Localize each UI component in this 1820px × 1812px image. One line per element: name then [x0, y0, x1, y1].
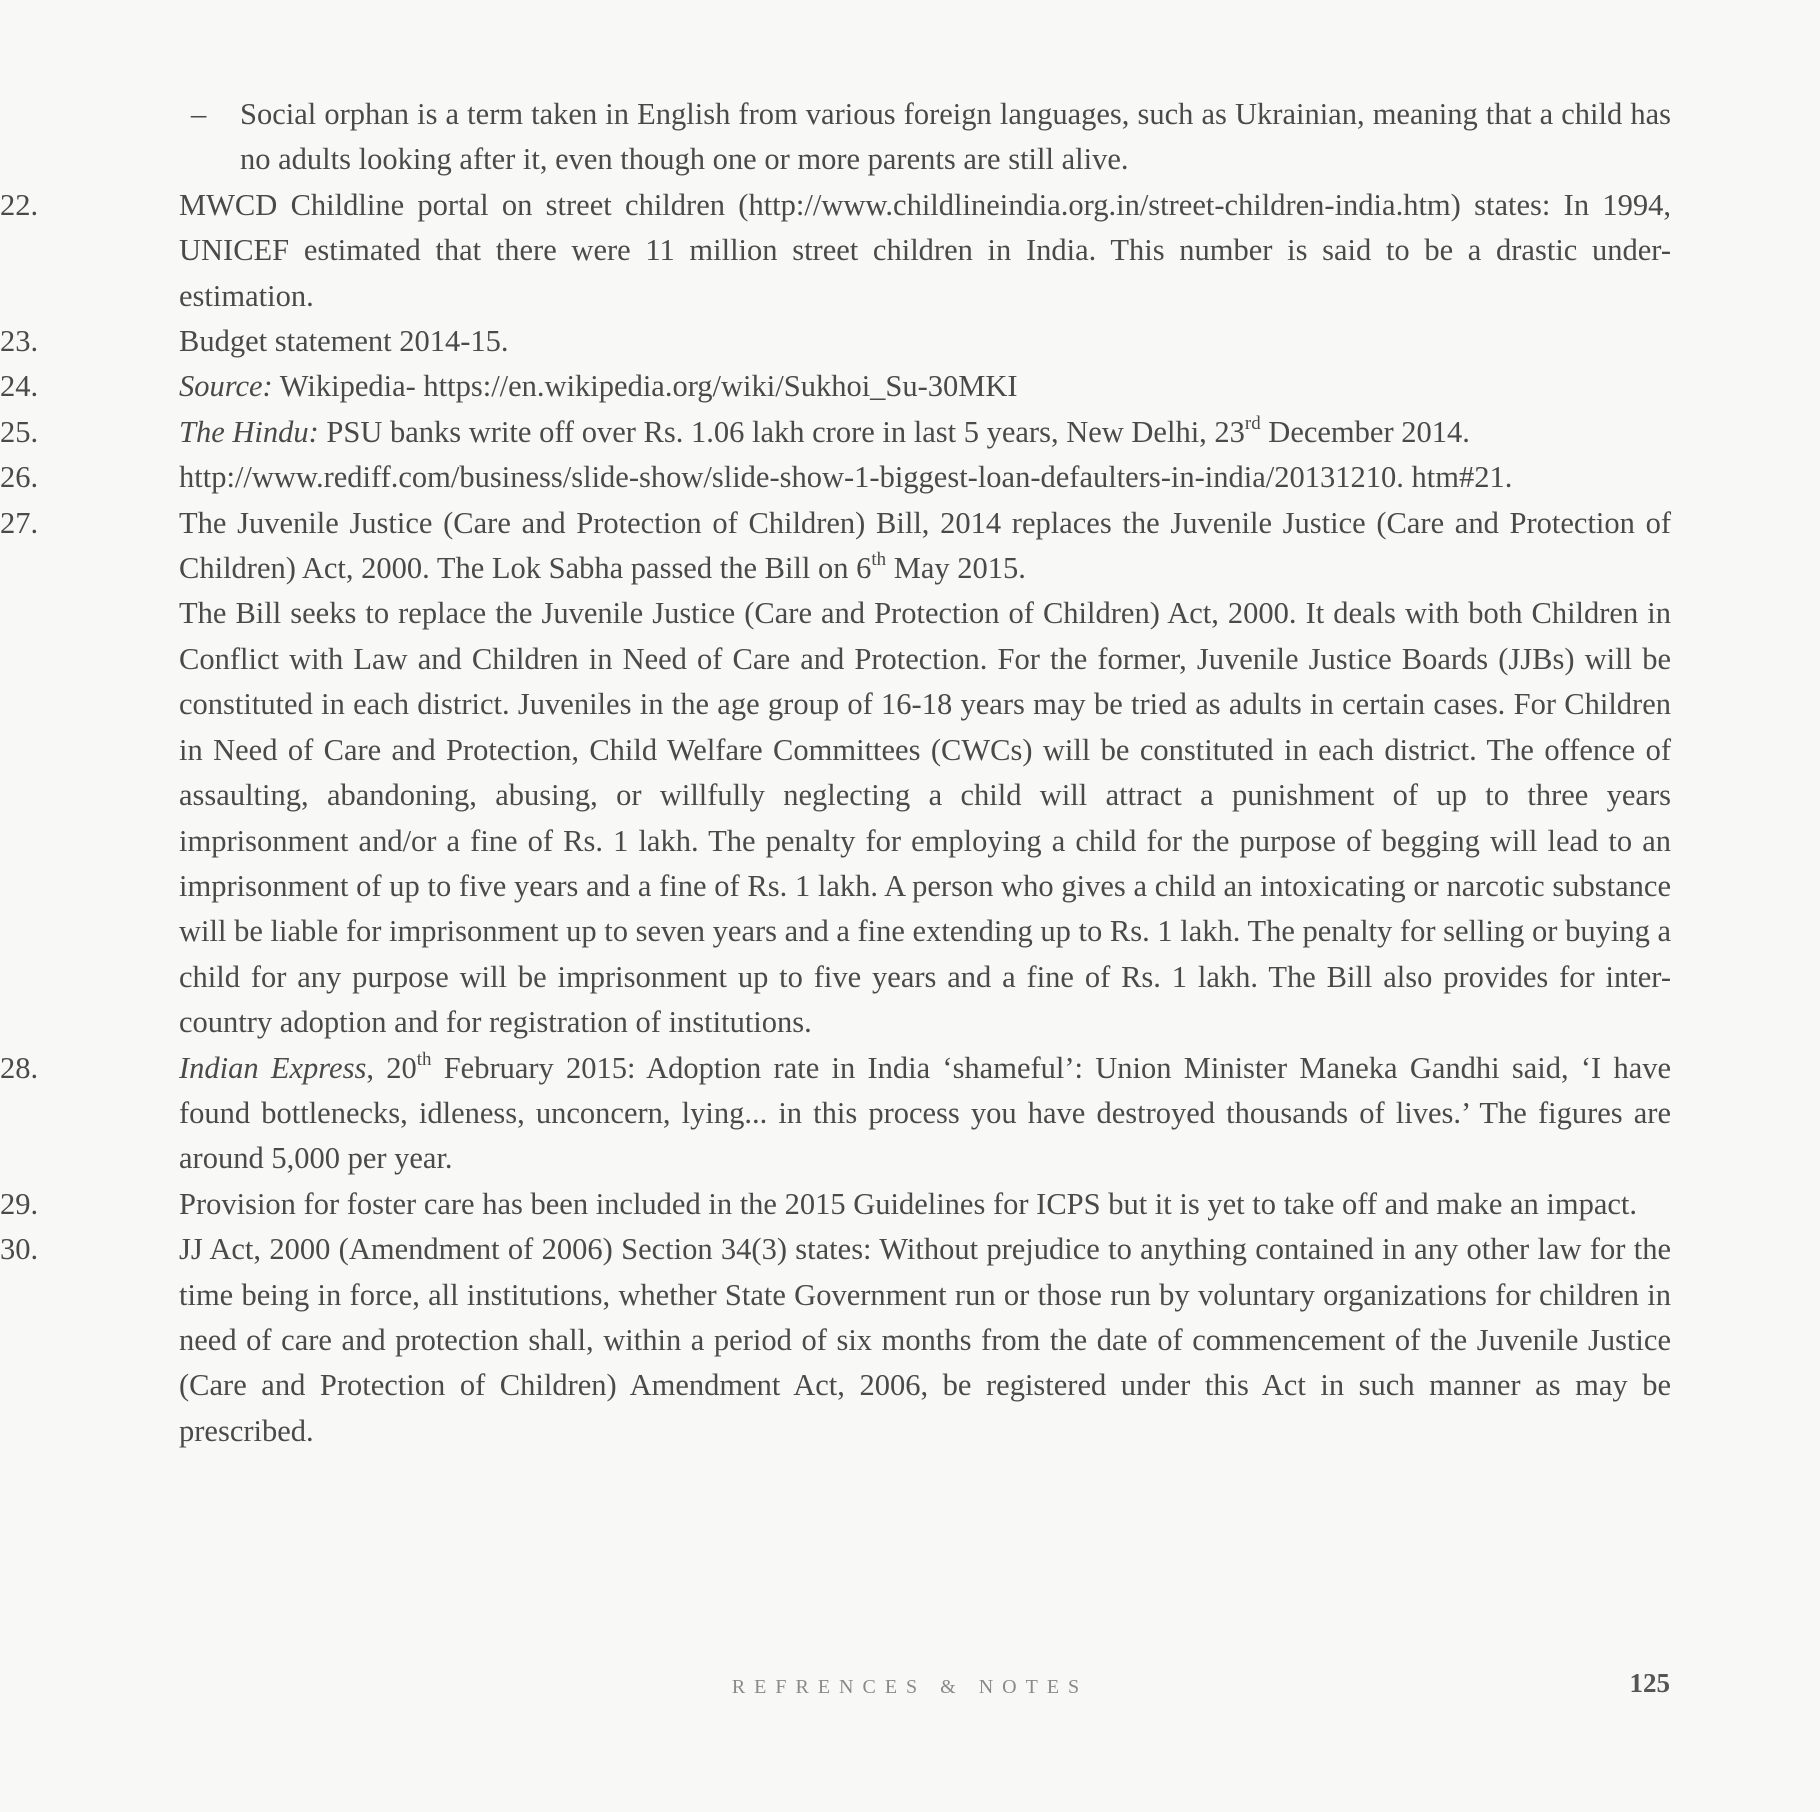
source-label: Source: [179, 369, 273, 404]
ordinal-suffix: th [871, 548, 887, 570]
note-number: 25. [0, 414, 39, 449]
note-text-end: February 2015: Adoption rate in India ‘shameful’: Union Minister Maneka Gandhi said, ‘I have found bottlenecks, idleness, unconcern, lying... in this process you have destroyed thousands of lives.’ The figures are around 5,000 per year. [179, 1050, 1672, 1176]
note-number: 28. [0, 1050, 39, 1085]
note-text: Wikipedia- https://en.wikipedia.org/wiki/Sukhoi_Su-30MKI [272, 369, 1018, 404]
note-text: The Juvenile Justice (Care and Protection of Children) Bill, 2014 replaces the Juvenile Justice (Care and Protection of Children) Act, 2000. The Lok Sabha passed the Bill on 6 [179, 505, 1671, 586]
list-item-note-30 [0, 1227, 1671, 1454]
list-item-note-25 [0, 410, 1671, 455]
note-number: 24. [0, 369, 39, 404]
note-text: Budget statement 2014-15. [179, 324, 509, 359]
note-link-text: http://www.rediff.com/business/slide-show/slide-show-1-biggest-loan-defaulters-in-india/20131210. htm#21. [179, 460, 1513, 495]
publication-name: Indian Express [179, 1050, 367, 1085]
page-number: 125 [1629, 1668, 1670, 1698]
note-text: Provision for foster care has been included in the 2015 Guidelines for ICPS but it is yet to take off and make an impact. [179, 1186, 1638, 1221]
dash-marker: – [191, 97, 207, 131]
publication-name: The Hindu: [179, 414, 319, 449]
note-text: JJ Act, 2000 (Amendment of 2006) Section 34(3) states: Without prejudice to anything contained in any other law for the time being in force, all institutions, whether State Government run or those run by voluntary organizations for children in need of care and protection shall, within a period of six months from the date of commencement of the Juvenile Justice (Care and Protection of Children) Amendment Act, 2006, be registered under this Act in such manner as may be prescribed. [179, 1232, 1671, 1448]
note-text-end: December 2014. [1260, 414, 1470, 449]
note-text-end: May 2015. [886, 551, 1026, 586]
note-text: PSU banks write off over Rs. 1.06 lakh crore in last 5 years, New Delhi, 23 [318, 414, 1245, 449]
list-item-note-29 [0, 1182, 1671, 1227]
note-number: 30. [0, 1232, 39, 1267]
list-item-note-27 [0, 501, 1671, 1046]
note-number: 26. [0, 460, 39, 495]
note-number: 29. [0, 1186, 39, 1221]
list-item-note-28 [0, 1046, 1672, 1182]
note-text: , 20 [366, 1050, 417, 1085]
notes-list [0, 92, 1672, 1454]
list-item-note-23 [0, 319, 1671, 364]
note-number: 27. [0, 505, 39, 540]
note-number: 23. [0, 324, 39, 359]
list-item-note-22 [0, 183, 1671, 319]
running-head: REFRENCES & NOTES [731, 1676, 1089, 1698]
list-item-note-24 [0, 364, 1671, 409]
list-item-note-26 [0, 455, 1671, 500]
note-text: MWCD Childline portal on street children (http://www.childlineindia.org.in/street-children-india.htm) states: In 1994, UNICEF estimated that there were 11 million street children in India. This number is said to be a drastic under-estimation. [179, 187, 1671, 313]
note-text: Social orphan is a term taken in English from various foreign languages, such as Ukrainian, meaning that a child has no adults looking after it, even though one or more parents are still alive. [240, 97, 1671, 177]
ordinal-suffix: th [416, 1048, 432, 1070]
note-number: 22. [0, 187, 39, 222]
note-paragraph-2: The Bill seeks to replace the Juvenile Justice (Care and Protection of Children) Act, 2000. It deals with both Children in Conflict with Law and Children in Need of Care and Protection. For the former, Juvenile Justice Boards (JJBs) will be constituted in each district. Juveniles in the age group of 16-18 years may be tried as adults in certain cases. For Children in Need of Care and Protection, Child Welfare Committees (CWCs) will be constituted in each district. The offence of assaulting, abandoning, abusing, or willfully neglecting a child will attract a punishment of up to three years imprisonment and/or a fine of Rs. 1 lakh. The penalty for employing a child for the purpose of begging will lead to an imprisonment of up to five years and a fine of Rs. 1 lakh. A person who gives a child an intoxicating or narcotic substance will be liable for imprisonment up to seven years and a fine extending up to Rs. 1 lakh. The penalty for selling or buying a child for any purpose will be imprisonment up to five years and a fine of Rs. 1 lakh. The Bill also provides for inter-country adoption and for registration of institutions. [179, 596, 1671, 1040]
ordinal-suffix: rd [1244, 412, 1261, 434]
list-item-sub-note [171, 92, 1671, 183]
page-footer [0, 1668, 1820, 1708]
